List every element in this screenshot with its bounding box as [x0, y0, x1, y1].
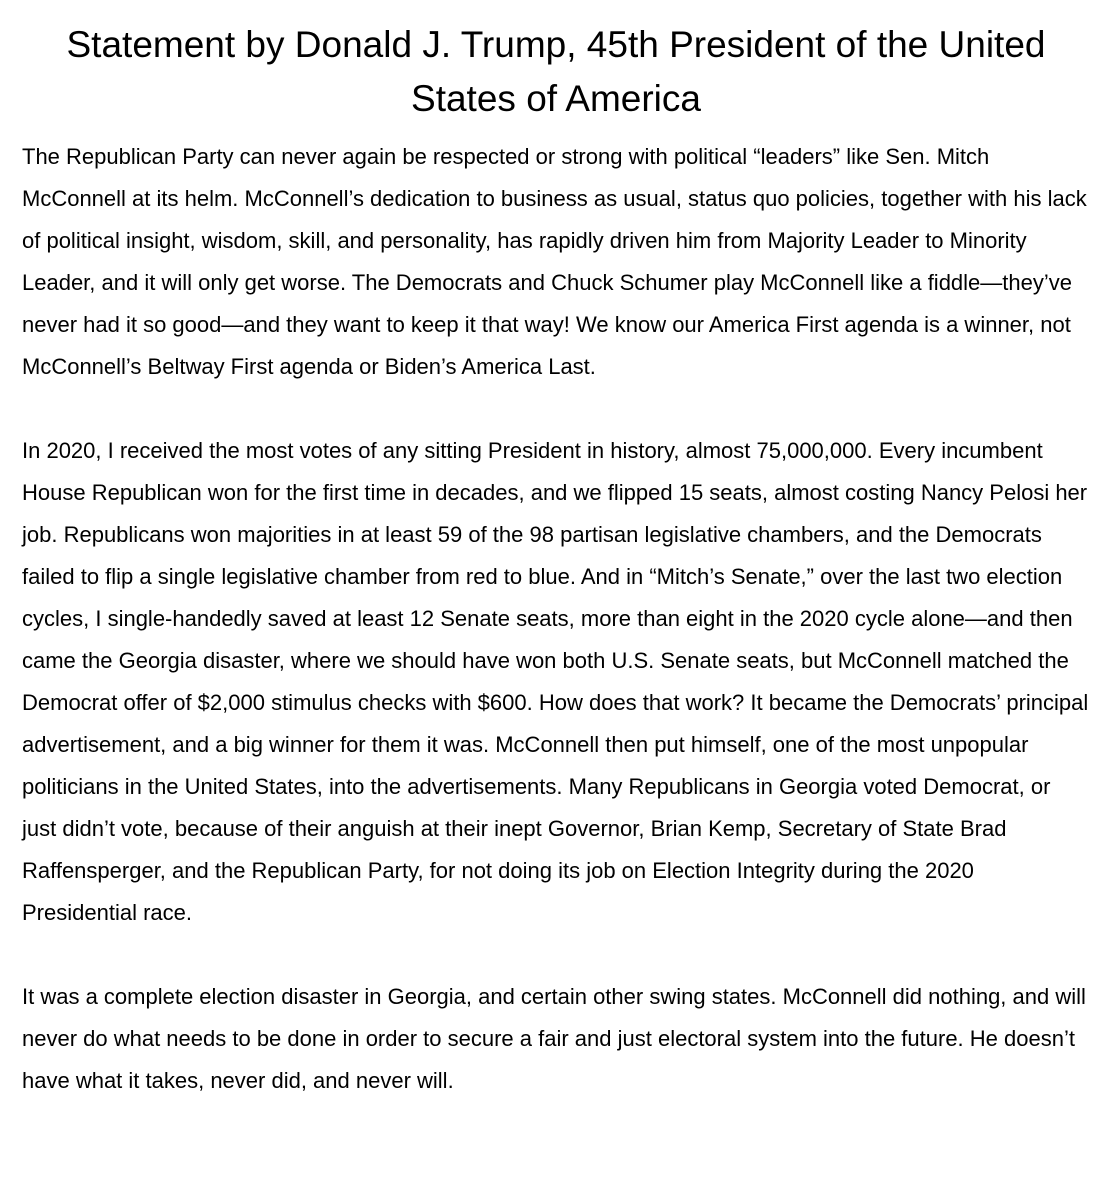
paragraph-1: The Republican Party can never again be respected or strong with political “leaders” like Sen. Mitch McConnell at its helm. McConnell’s dedication to business as usual, status quo policies, together with his lack of political insight, wisdom, skill, and personality, has rapidly driven him from Majority Leader to Minority Leader, and it will only get worse. The Democrats and Chuck Schumer play McConnell like a fiddle—they’ve never had it so good—and they want to keep it that way! We know our America First agenda is a winner, not McConnell’s Beltway First agenda or Biden’s America Last.	[22, 144, 1087, 379]
statement-title: Statement by Donald J. Trump, 45th President of the United States of America	[66, 24, 1046, 119]
paragraph-3: It was a complete election disaster in Georgia, and certain other swing states. McConnell did nothing, and will never do what needs to be done in order to secure a fair and just electoral system into the future. He doesn’t have what it takes, never did, and never will.	[22, 984, 1086, 1093]
paragraph-2: In 2020, I received the most votes of any sitting President in history, almost 75,000,000. Every incumbent House Republican won for the first time in decades, and we flipped 15 seats, almost costing Nancy Pelosi her job. Republicans won majorities in at least 59 of the 98 partisan legislative chambers, and the Democrats failed to flip a single legislative chamber from red to blue. And in “Mitch’s Senate,” over the last two election cycles, I single-handedly saved at least 12 Senate seats, more than eight in the 2020 cycle alone—and then came the Georgia disaster, where we should have won both U.S. Senate seats, but McConnell matched the Democrat offer of $2,000 stimulus checks with $600. How does that work? It became the Democrats’ principal advertisement, and a big winner for them it was. McConnell then put himself, one of the most unpopular politicians in the United States, into the advertisements. Many Republicans in Georgia voted Democrat, or just didn’t vote, because of their anguish at their inept Governor, Brian Kemp, Secretary of State Brad Raffensperger, and the Republican Party, for not doing its job on Election Integrity during the 2020 Presidential race.	[22, 438, 1089, 925]
